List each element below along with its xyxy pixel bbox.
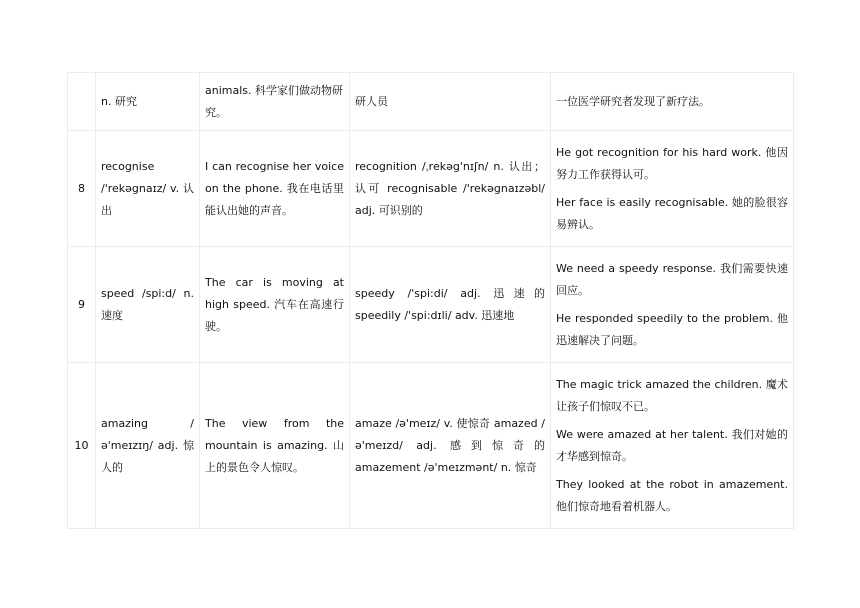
vocabulary-table — [67, 72, 794, 529]
row-number: 8 — [68, 131, 96, 247]
example-cell: I can recognise her voice on the phone. 我在电话里能认出她的声音。 — [200, 131, 350, 247]
derivatives-cell: 研人员 — [350, 73, 551, 131]
example-sentence: He got recognition for his hard work. 他因努力工作获得认可。 — [556, 145, 788, 181]
example-sentence: We need a speedy response. 我们需要快速回应。 — [556, 261, 788, 297]
word-cell: n. 研究 — [96, 73, 200, 131]
word-cell: recognise /'rekəgnaɪz/ v. 认出 — [96, 131, 200, 247]
table-row — [68, 131, 794, 247]
example-cell: The view from the mountain is amazing. 山上的景色令人惊叹。 — [200, 363, 350, 529]
example-cell: animals. 科学家们做动物研究。 — [200, 73, 350, 131]
example-cell: The car is moving at high speed. 汽车在高速行驶。 — [200, 247, 350, 363]
example-sentence: Her face is easily recognisable. 她的脸很容易辨认。 — [556, 195, 788, 231]
example-sentence: The magic trick amazed the children. 魔术让孩子们惊叹不已。 — [556, 377, 788, 413]
extra-examples-cell — [551, 363, 794, 529]
example-sentence: We were amazed at her talent. 我们对她的才华感到惊奇。 — [556, 427, 788, 463]
example-sentence: They looked at the robot in amazement. 他们惊奇地看着机器人。 — [556, 477, 788, 513]
word-cell: amazing /ə'meɪzɪŋ/ adj. 惊人的 — [96, 363, 200, 529]
derivatives-cell: amaze /ə'meɪz/ v. 使惊奇 amazed /ə'meɪzd/ adj. 感到惊奇的 amazement /ə'meɪzmənt/ n. 惊奇 — [350, 363, 551, 529]
extra-examples-cell — [551, 131, 794, 247]
derivatives-cell: speedy /'spi:di/ adj. 迅速的 speedily /'spi:dɪli/ adv. 迅速地 — [350, 247, 551, 363]
table-row — [68, 247, 794, 363]
example-sentence: He responded speedily to the problem. 他迅速解决了问题。 — [556, 311, 788, 347]
example-sentence: 一位医学研究者发现了新疗法。 — [556, 94, 710, 108]
row-number — [68, 73, 96, 131]
extra-examples-cell — [551, 247, 794, 363]
derivatives-cell: recognition /ˌrekəg'nɪʃn/ n. 认出；认可 recognisable /'rekəgnaɪzəbl/ adj. 可识别的 — [350, 131, 551, 247]
word-cell: speed /spi:d/ n. 速度 — [96, 247, 200, 363]
table-row — [68, 363, 794, 529]
row-number: 9 — [68, 247, 96, 363]
extra-examples-cell — [551, 73, 794, 131]
table-row — [68, 73, 794, 131]
row-number: 10 — [68, 363, 96, 529]
